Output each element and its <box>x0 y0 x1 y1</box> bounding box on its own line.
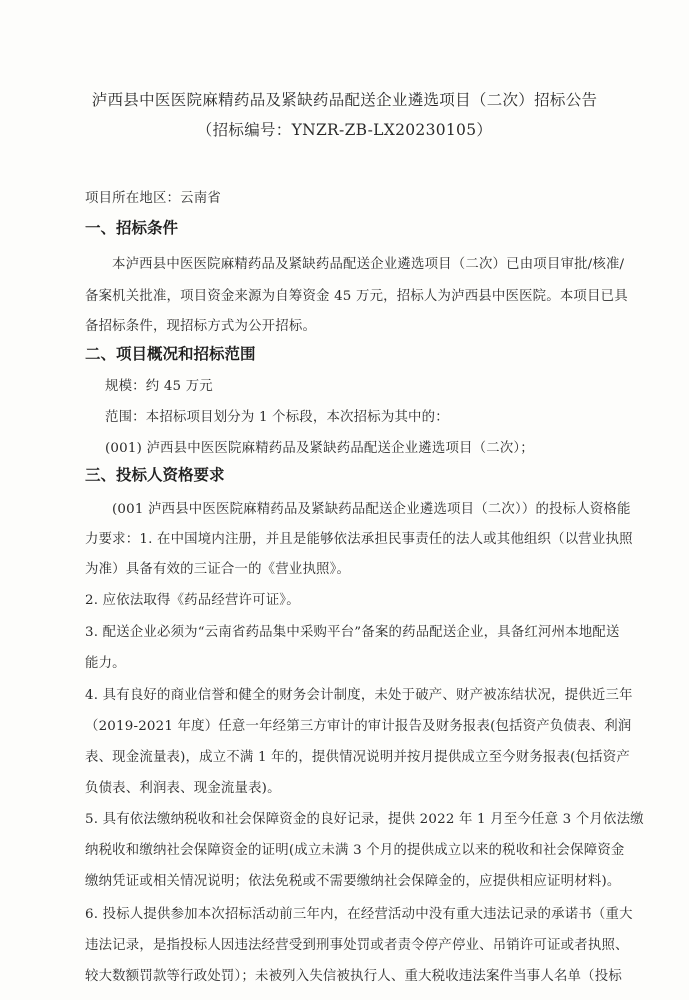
section3-line: 纳税收和缴纳社会保障资金的证明(成立未满 3 个月的提供成立以来的税收和社会保障资金 <box>85 843 625 858</box>
section3-line: 负债表、利润表、现金流量表)。 <box>85 781 281 796</box>
section3-line: 力要求：1. 在中国境内注册，并且是能够依法承担民事责任的法人或其他组织（以营业执照 <box>85 532 633 547</box>
section1-line: 本泸西县中医医院麻精药品及紧缺药品配送企业遴选项目（二次）已由项目审批/核准/ <box>112 257 625 272</box>
section3-line: （2019-2021 年度）任意一年经第三方审计的审计报告及财务报表(包括资产负债表、利润 <box>85 719 632 734</box>
section3-line: 6. 投标人提供参加本次招标活动前三年内，在经营活动中没有重大违法记录的承诺书（重大 <box>85 907 633 922</box>
section3-line: 2. 应依法取得《药品经营许可证》。 <box>85 593 300 608</box>
section3-line: (001 泸西县中医医院麻精药品及紧缺药品配送企业遴选项目（二次））的投标人资格能 <box>112 502 631 517</box>
section1-line: 备案机关批准，项目资金来源为自筹资金 45 万元，招标人为泸西县中医医院。本项目已具 <box>85 289 628 304</box>
section2-line: (001) 泸西县中医医院麻精药品及紧缺药品配送企业遴选项目（二次）； <box>105 441 534 456</box>
section3-line: 能力。 <box>85 656 126 671</box>
section3-heading: 三、投标人资格要求 <box>85 466 225 484</box>
section3-line: 表、现金流量表)，成立不满 1 年的，提供情况说明并按月提供成立至今财务报表(包括资产 <box>85 750 630 765</box>
section2-line: 范围：本招标项目划分为 1 个标段，本次招标为其中的： <box>105 410 449 425</box>
section3-line: 5. 具有依法缴纳税收和社会保障资金的良好记录，提供 2022 年 1 月至今任意 3 个月依法缴 <box>85 812 644 827</box>
section3-line: 缴纳凭证或相关情况说明；依法免税或不需要缴纳社会保障金的，应提供相应证明材料)。 <box>85 874 621 889</box>
section3-line: 为准）具备有效的三证合一的《营业执照》。 <box>85 562 351 577</box>
section3-line: 较大数额罚款等行政处罚）；未被列入失信被执行人、重大税收违法案件当事人名单（投标 <box>85 969 622 984</box>
document-title: 泸西县中医医院麻精药品及紧缺药品配送企业遴选项目（二次）招标公告 <box>91 91 598 109</box>
tender-number: （招标编号：YNZR-ZB-LX20230105） <box>196 121 493 139</box>
section2-heading: 二、项目概况和招标范围 <box>85 345 256 363</box>
section1-heading: 一、招标条件 <box>85 219 179 237</box>
section3-line: 3. 配送企业必须为“云南省药品集中采购平台”备案的药品配送企业，具备红河州本地配送 <box>85 625 620 640</box>
section2-line: 规模：约 45 万元 <box>105 379 213 394</box>
section1-line: 备招标条件，现招标方式为公开招标。 <box>85 319 317 334</box>
section3-line: 违法记录，是指投标人因违法经营受到刑事处罚或者责令停产停业、吊销许可证或者执照、 <box>85 938 629 953</box>
region-line: 项目所在地区：云南省 <box>85 191 221 206</box>
section3-line: 4. 具有良好的商业信誉和健全的财务会计制度，未处于破产、财产被冻结状况，提供近三年 <box>85 688 633 703</box>
